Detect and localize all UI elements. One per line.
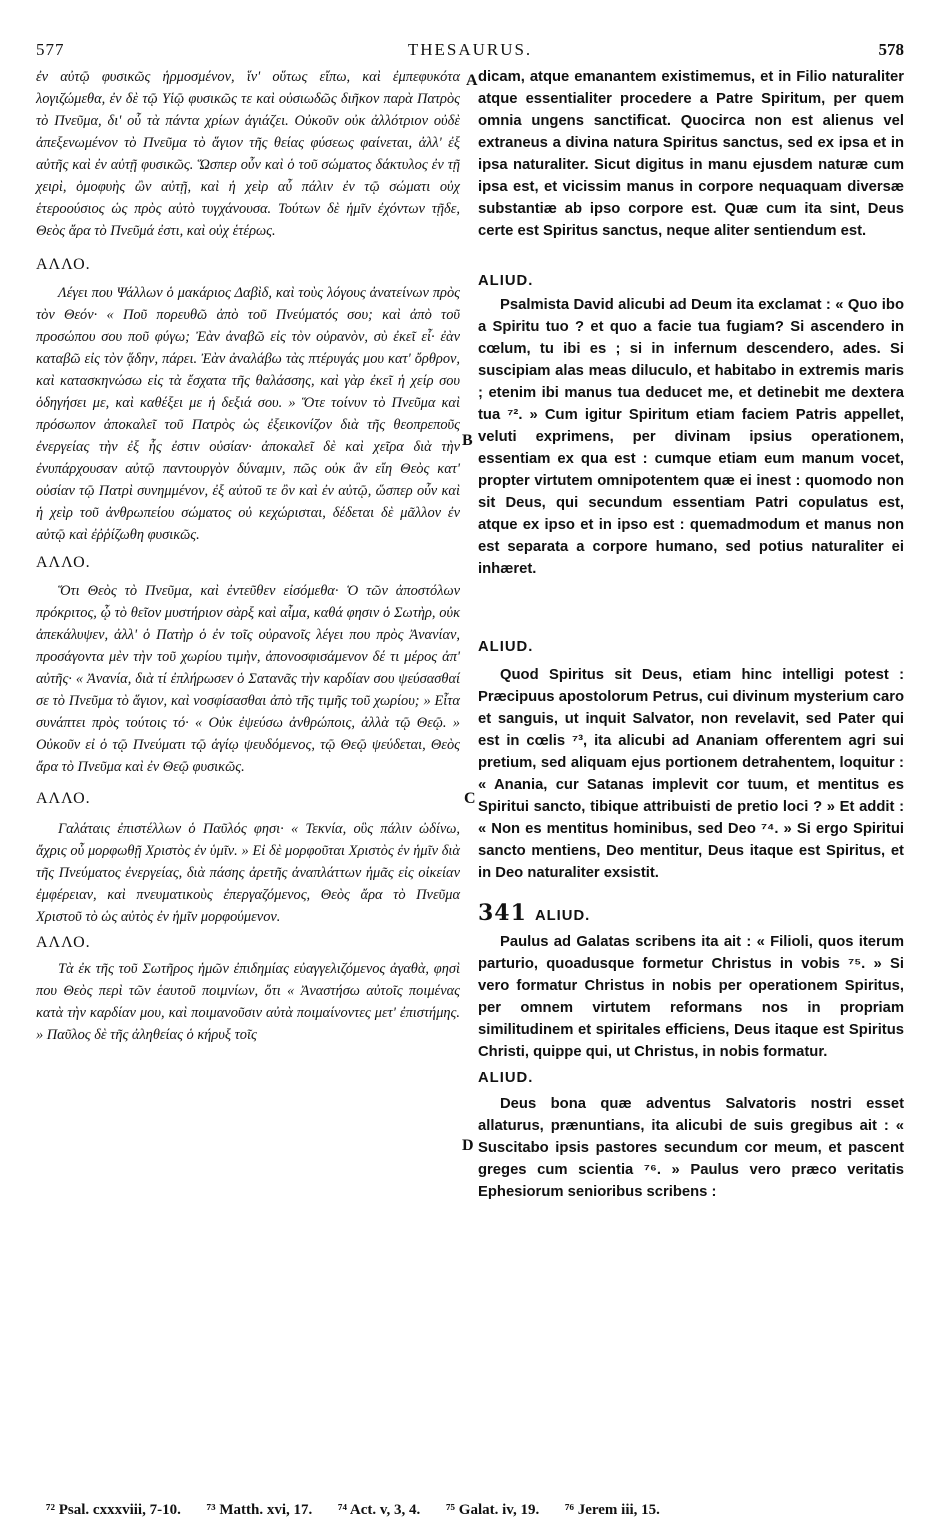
- running-title: THESAURUS.: [407, 40, 533, 59]
- footnotes: [46, 1502, 906, 1519]
- footnote: ⁷⁶ Jerem iii, 15.: [564, 1502, 660, 1518]
- latin-paragraph: Deus bona quæ adventus Salvatoris nostri esset allaturus, prænuntians, ita alicubi de suis gregibus ait : « Suscitabo ipsis pastores secundum cor meum, et pascent greges cum scientia ⁷⁶. » Paulus vero præco veritatis Ephesiorum senioribus scribens :: [478, 1096, 904, 1200]
- latin-paragraph: Quod Spiritus sit Deus, etiam hinc intelligi potest : Præcipuus apostolorum Petrus, cui divinum mysterium caro et sanguis, ut inquit Salvator, non revelavit, sed Pater qui est in cœlis ⁷³, ita alicubi ad Ananiam offerentem agri sui pretium, sed aliquam ejus portionem detrahentem, loquitur : « Anania, cur Satanas implevit cor tuum, et mentitus es Spiritui sancto, tibique attribuisti de pretio loci ? » Et addit : « Non es mentitus hominibus, sed Deo ⁷⁴. » Si ergo Spiritui sancto mentiens, Deo mentitur, Deus itaque est Spiritus, et in Deo naturaliter exsistit.: [478, 667, 904, 881]
- latin-section-title: ALIUD.: [478, 1070, 534, 1086]
- page-header: [36, 40, 904, 66]
- latin-section-title-with-column-number: [478, 902, 904, 927]
- footnote: ⁷⁵ Galat. iv, 19.: [446, 1502, 540, 1518]
- greek-paragraph: Γαλάταις ἐπιστέλλων ὁ Παῦλός φησι· « Τεκνία, οὓς πάλιν ὠδίνω, ἄχρις οὗ μορφωθῇ Χριστὸς ἐν ὑμῖν. » Εἰ δὲ μορφοῦται Χριστὸς ἐν ἡμῖν διὰ τῆς Πνεύματος ἐνεργείας, διὰ πάσης ἀρετῆς ἀναπλάττων ἡμᾶς εἰς οἰκείαν ἐμφέρειαν, καὶ πνευματικοὺς ἐπεργαζόμενος, Θεὸς ἄρα τὸ Πνεῦμα Χριστοῦ τὸ ὡς αὐτὸς ἐν ἡμῖν μορφούμενον.: [36, 821, 460, 925]
- greek-section-title: ΑΛΛΟ.: [36, 934, 91, 951]
- latin-section-title: ALIUD.: [478, 639, 534, 655]
- page-number-right: 578: [878, 40, 904, 59]
- greek-section-title: ΑΛΛΟ.: [36, 256, 91, 273]
- column-number: 341: [478, 900, 527, 926]
- section-marker-d: D: [462, 1137, 474, 1154]
- greek-paragraph: Ὅτι Θεὸς τὸ Πνεῦμα, καὶ ἐντεῦθεν εἰσόμεθα· Ὁ τῶν ἀποστόλων πρόκριτος, ᾧ τὸ θεῖον μυστήριον σὰρξ καὶ αἷμα, καθά φησιν ὁ Σωτὴρ, οὐκ ἀπεκάλυψεν, ἀλλ' ὁ Πατὴρ ὁ ἐν τοῖς οὐρανοῖς λέγει που πρὸς Ἀνανίαν, προσάγοντα μὲν τὴν τοῦ χωρίου τιμὴν, ἀπονοσφισάμενον δέ τι μέρος ἀπ' αὐτῆς· « Ἀνανία, διὰ τί ἐπλήρωσεν ὁ Σατανᾶς τὴν καρδίαν σου ψεύσασθαί σε τὸ Πνεῦμα τὸ ἅγιον, καὶ νοσφίσασθαι ἀπὸ τῆς τιμῆς τοῦ χωρίου; » Εἶτα συνάπτει πρὸς τούτοις τό· « Οὐκ ἐψεύσω ἀνθρώποις, ἀλλὰ τῷ Θεῷ. » Οὐκοῦν εἰ ὁ τῷ Πνεύματι τῷ ἁγίῳ ψευδόμενος, τῷ Θεῷ ψεύδεται, Θεὸς ἄρα τὸ Πνεῦμα καὶ ἐν Θεῷ φυσικῶς.: [36, 583, 460, 775]
- latin-section-title: ALIUD.: [534, 908, 591, 924]
- greek-paragraph: ἐν αὐτῷ φυσικῶς ἡρμοσμένον, ἵν' οὕτως εἴπω, καὶ ἐμπεφυκότα λογιζώμεθα, ἐν δὲ τῷ Υἱῷ φυσικῶς τε καὶ οὐσιωδῶς διῆκον παρὰ Πατρὸς τὸ Πνεῦμα, δι' οὗ τὰ πάντα χρίων ἁγιάζει. Οὐκοῦν οὐκ ἀλλότριον οὐδὲ ἀπεξενωμένον τὸ Πνεῦμα τὸ ἅγιον τῆς θείας φύσεως φαίνεται, ἀλλ' ἐξ αὐτῆς καὶ ἐν αὐτῇ φυσικῶς. Ὥσπερ οὖν καὶ ὁ τοῦ σώματος δάκτυλος ἐν τῇ χειρὶ, ὁμοφυὴς ὢν αὐτῇ, καὶ ἡ χεὶρ αὖ πάλιν ἐν τῷ σώματι οὐχ ἑτεροούσιος ὡς πρὸς αὐτὸ τυγχάνουσα. Τούτων δὲ ἡμῖν ἐχόντων τῇδε, Θεὸς ἄρα τὸ Πνεῦμά ἐστι, καὶ οὐχ ἑτέρως.: [36, 69, 460, 239]
- page-number-left: 577: [36, 40, 65, 59]
- section-marker-b: B: [462, 432, 473, 449]
- greek-paragraph: Λέγει που Ψάλλων ὁ μακάριος Δαβὶδ, καὶ τοὺς λόγους ἀνατείνων πρὸς τὸν Θεόν· « Ποῦ πορευθῶ ἀπὸ τοῦ Πνεύματός σου; καὶ ἀπὸ τοῦ προσώπου σου ποῦ φύγω; Ἐὰν ἀναβῶ εἰς τὸν οὐρανὸν, σὺ ἐκεῖ εἶ· ἐὰν καταβῶ εἰς τὸν ᾅδην, πάρει. Ἐὰν ἀναλάβω τὰς πτέρυγάς μου κατ' ὄρθρον, καὶ κατασκηνώσω εἰς τὰ ἔσχατα τῆς θαλάσσης, καὶ γὰρ ἐκεῖ ἡ χείρ σου ὁδηγήσει με, καὶ καθέξει με ἡ δεξιά σου. » Ὅτε τοίνυν τὸ Πνεῦμα καὶ πρόσωπον ἀποκαλεῖ τοῦ Πατρὸς ὡς ἐξεικονίζον διὰ τῆς θεοπρεποῦς ἐνεργείας τὴν ἐξ ἧς ἐστιν οὐσίαν· ἀποκαλεῖ δὲ καὶ χεῖρα διὰ τὴν ἐνυπάρχουσαν αὐτῷ παντουργὸν δύναμιν, πῶς οὐκ ἂν εἴη Θεὸς κατ' οὐσίαν τῷ Πατρὶ συνημμένον, ἐξ αὐτοῦ τε ὂν καὶ ἐν αὐτῷ, ὥσπερ οὖν καὶ ἡ χεὶρ τοῦ ἀνθρωπείου σώματος οὐ κεχώρισται, δέδεται δὲ μᾶλλον ἐν αὐτῷ καὶ ἐῤῥίζωθη φυσικῶς.: [36, 285, 460, 543]
- greek-section-title: ΑΛΛΟ.: [36, 790, 91, 807]
- footnote: ⁷² Psal. cxxxviii, 7-10.: [46, 1502, 181, 1518]
- section-marker-c: C: [464, 790, 476, 807]
- footnote: ⁷³ Matth. xvi, 17.: [206, 1502, 313, 1518]
- latin-section-title: ALIUD.: [478, 273, 534, 289]
- latin-paragraph: Psalmista David alicubi ad Deum ita exclamat : « Quo ibo a Spiritu tuo ? et quo a facie tua fugiam? Si ascendero in cœlum, tu ibi es ; si in infernum descendero, ades. Si suscipiam alas meas diluculo, et habitabo in extremis maris ; etenim ibi manus tua deducet me, et detinebit me dextera tua ⁷². » Cum igitur Spiritum etiam faciem Patris appellet, veluti exprimens, per divinam ipsius operationem, essentiam ex qua est : cumque etiam eum manum vocet, propter virtutem omnipotentem quæ ei inest : quomodo non sit Deus, qui secundum essentiam Patri copulatus est, atque ex ipso et in ipso est : quemadmodum et manus non est separata a corpore humano, sed potius naturaliter ei inhæret.: [478, 297, 904, 577]
- footnote: ⁷⁴ Act. v, 3, 4.: [337, 1502, 421, 1518]
- latin-column: [478, 66, 904, 1203]
- latin-paragraph: dicam, atque emanantem existimemus, et in Filio naturaliter atque essentialiter procedere a Patre Spiritum, per quem omnia ungens sanctificat. Quocirca non est alienus vel extraneus a divina natura Spiritus sanctus, sed ex ipsa et in ipsa naturaliter. Sicut digitus in manu ejusdem naturæ cum ipsa est, et vicissim manus in corpore nequaquam diversæ substantiæ ab ipso corpore est. Quæ cum ita sint, Deus certe est Spiritus sanctus, neque aliter sentiendum est.: [478, 69, 904, 239]
- greek-column: [36, 66, 460, 1046]
- latin-paragraph: Paulus ad Galatas scribens ita ait : « Filioli, quos iterum parturio, quoadusque formetur Christus in vobis ⁷⁵. » Si vero formatur Christus in nobis per operationem Spiritus, per omnem virtutem reformans nos in propriam similitudinem et spiritales efficiens, Deus itaque est Spiritus Christi, quippe qui, ut Christus, in nobis formatur.: [478, 934, 904, 1060]
- greek-section-title: ΑΛΛΟ.: [36, 554, 91, 571]
- section-marker-a: A: [466, 72, 478, 89]
- greek-paragraph: Τὰ ἐκ τῆς τοῦ Σωτῆρος ἡμῶν ἐπιδημίας εὐαγγελιζόμενος ἀγαθὰ, φησὶ που Θεὸς περὶ τῶν ἑαυτοῦ ποιμνίων, ὅτι « Ἀναστήσω αὐτοῖς ποιμένας κατὰ τὴν καρδίαν μου, καὶ ποιμανοῦσιν αὐτὰ ποιμαίνοντες μετ' ἐπιστήμης. » Παῦλος δὲ τῆς ἀληθείας ὁ κήρυξ τοῖς: [36, 961, 460, 1043]
